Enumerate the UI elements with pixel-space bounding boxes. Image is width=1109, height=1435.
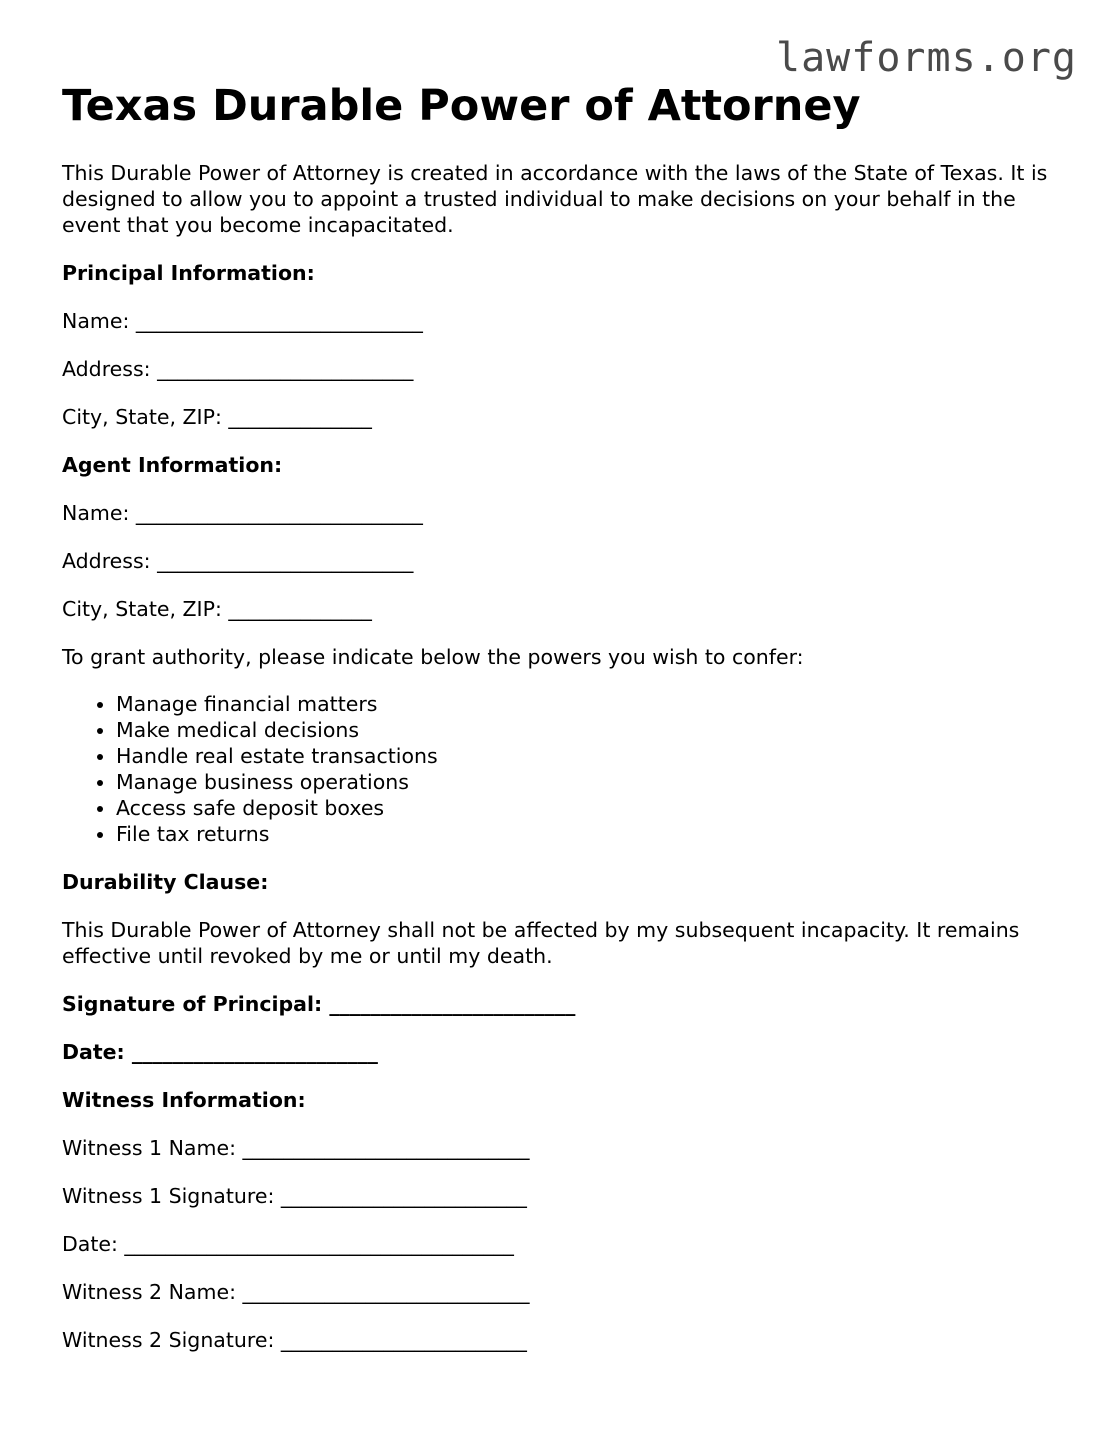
document-page bbox=[62, 80, 1052, 1353]
witness2-signature-field[interactable]: Witness 2 Signature: ________________________ bbox=[62, 1328, 527, 1352]
list-item: • Handle real estate transactions bbox=[116, 743, 1052, 769]
agent-name-field[interactable]: Name: ____________________________ bbox=[62, 501, 423, 525]
principal-name-field[interactable]: Name: ____________________________ bbox=[62, 309, 423, 333]
witness-date-field[interactable]: Date: ______________________________________ bbox=[62, 1232, 514, 1256]
list-item: • Manage financial matters bbox=[116, 691, 1052, 717]
powers-list bbox=[62, 691, 1052, 847]
witness-heading: Witness Information: bbox=[62, 1088, 306, 1112]
list-item: • File tax returns bbox=[116, 821, 1052, 847]
durability-heading: Durability Clause: bbox=[62, 870, 269, 894]
list-item: • Access safe deposit boxes bbox=[116, 795, 1052, 821]
principal-signature-field[interactable]: Signature of Principal: ________________________ bbox=[62, 992, 576, 1016]
list-item: • Make medical decisions bbox=[116, 717, 1052, 743]
powers-prompt: To grant authority, please indicate below the powers you wish to confer: bbox=[62, 645, 804, 669]
page-title: Texas Durable Power of Attorney bbox=[62, 81, 861, 131]
agent-city-field[interactable]: City, State, ZIP: ______________ bbox=[62, 597, 372, 621]
watermark: lawforms.org bbox=[776, 35, 1077, 81]
durability-text: This Durable Power of Attorney shall not be affected by my subsequent incapacity. It remains effective until revoked by me or until my death. bbox=[62, 918, 1020, 968]
witness1-signature-field[interactable]: Witness 1 Signature: ________________________ bbox=[62, 1184, 527, 1208]
principal-heading: Principal Information: bbox=[62, 261, 315, 285]
principal-city-field[interactable]: City, State, ZIP: ______________ bbox=[62, 405, 372, 429]
agent-address-field[interactable]: Address: _________________________ bbox=[62, 549, 414, 573]
intro-paragraph: This Durable Power of Attorney is created in accordance with the laws of the State of Texas. It is designed to allow you to appoint a trusted individual to make decisions on your behalf in the event that you become incapacitated. bbox=[62, 161, 1048, 237]
principal-date-field[interactable]: Date: ________________________ bbox=[62, 1040, 378, 1064]
principal-address-field[interactable]: Address: _________________________ bbox=[62, 357, 414, 381]
agent-heading: Agent Information: bbox=[62, 453, 283, 477]
list-item: • Manage business operations bbox=[116, 769, 1052, 795]
witness1-name-field[interactable]: Witness 1 Name: ____________________________ bbox=[62, 1136, 530, 1160]
witness2-name-field[interactable]: Witness 2 Name: ____________________________ bbox=[62, 1280, 530, 1304]
